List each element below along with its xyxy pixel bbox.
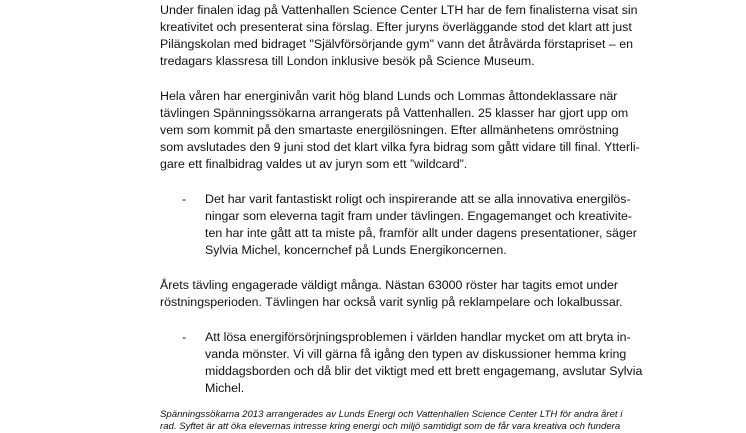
text-line: Pilängskolan med bidraget "Självförsörjande gym" vann det åtråvärda förstapriset – en [160,37,634,51]
text-line: Hela våren har energinivån varit hög bland Lunds och Lommas åttondeklassare när [160,89,618,103]
text-line: som avslutades den 9 juni stod det klart vilka fyra bidrag som gått vidare till final. Ytterli- [160,140,640,154]
text-line: Att lösa energiförsörjningsproblemen i världen handlar mycket om att bryta in- [205,330,631,344]
text-line: vanda mönster. Vi vill gärna få igång den typen av diskussioner hemma kring [205,347,627,361]
footnote [160,409,700,433]
text-line: Sylvia Michel, koncernchef på Lunds Energikoncernen. [205,243,507,257]
text-line: ningar som eleverna tagit fram under tävlingen. Engagemanget och kreativite- [205,209,633,223]
paragraph-spacer [160,259,700,277]
text-line: Årets tävling engagerade väldigt många. Nästan 63000 röster har tagits emot under [160,278,619,292]
quote-dash: - [182,192,187,206]
text-line: kreativitet och presenterat sina förslag. Efter juryns överläggande stod det klart att just [160,20,632,34]
text-line: gare ett finalbidrag valdes ut av juryn som ett ”wildcard”. [160,157,468,171]
paragraph-intro [160,2,700,70]
text-line: tävlingen Spänningssökarna arrangerats på Vattenhallen. 25 klasser har gjort upp om [160,106,629,120]
quote-second [182,329,700,397]
text-line: vem som kommit på den smartaste energilösningen. Efter allmänhetens omröstning [160,123,619,137]
document-body [160,2,700,433]
text-line: ten har inte gått att ta miste på, framför allt under dagens presentationer, säger [205,226,637,240]
text-line: Under finalen idag på Vattenhallen Science Center LTH har de fem finalisterna visat sin [160,3,638,17]
paragraph-votes [160,277,700,311]
text-line: Det har varit fantastiskt roligt och inspirerande att se alla innovativa energilös- [205,192,631,206]
text-line: röstningsperioden. Tävlingen har också varit synlig på reklampelare och lokalbussar. [160,295,623,309]
text-line: middagsborden och då blir det viktigt med ett brett engagemang, avslutar Sylvia [205,364,643,378]
paragraph-spacer [160,70,700,88]
footnote-line: Spänningssökarna 2013 arrangerades av Lunds Energi och Vattenhallen Science Center LTH för andra året i [160,409,623,420]
footnote-line: rad. Syftet är att öka elevernas intresse kring energi och miljö samtidigt som de får vara kreativa och fundera [160,421,621,432]
paragraph-energy [160,88,700,173]
quote-first [182,191,700,259]
paragraph-spacer [160,173,700,191]
paragraph-spacer [160,311,700,329]
paragraph-spacer [160,397,700,409]
quote-dash: - [182,330,187,344]
text-line: Michel. [205,381,245,395]
text-line: tredagars klassresa till London inklusive besök på Science Museum. [160,54,535,68]
quote-second-text [205,329,700,397]
quote-first-text [205,191,700,259]
